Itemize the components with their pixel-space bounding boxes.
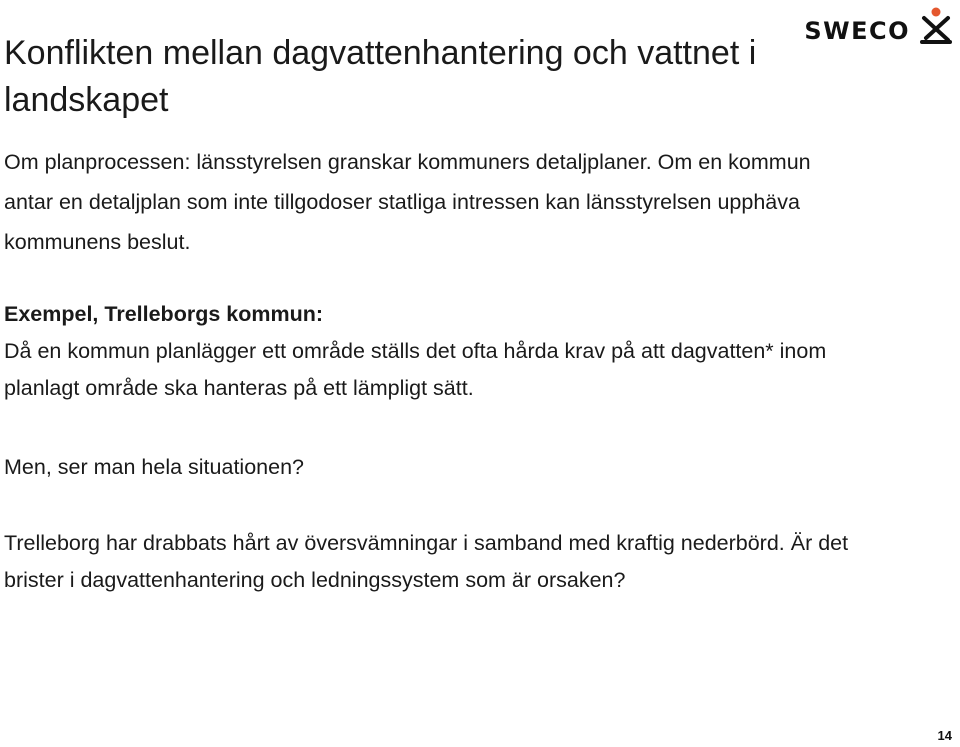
conclusion-text: Trelleborg har drabbats hårt av översvämningar i samband med kraftig nederbörd. Är det brister i dagvattenhantering och ledningssystem som är orsaken?	[4, 531, 849, 592]
example-body: Då en kommun planlägger ett område ställs det ofta hårda krav på att dagvatten* inom planlagt område ska hanteras på ett lämpligt sätt.	[4, 339, 827, 400]
page-number: 14	[937, 728, 952, 743]
slide-title: Konflikten mellan dagvattenhantering och vattnet i landskapet	[4, 34, 757, 119]
intro-text: Om planprocessen: länsstyrelsen granskar kommuners detaljplaner. Om en kommun antar en detaljplan som inte tillgodoser statliga intressen kan länsstyrelsen upphäva kommunens beslut.	[4, 150, 811, 254]
question-text: Men, ser man hela situationen?	[4, 455, 304, 479]
sweco-figure-icon	[914, 6, 954, 46]
logo-text: SWECO	[804, 17, 910, 45]
sweco-logo	[804, 6, 954, 46]
example-heading: Exempel, Trelleborgs kommun:	[4, 302, 324, 326]
